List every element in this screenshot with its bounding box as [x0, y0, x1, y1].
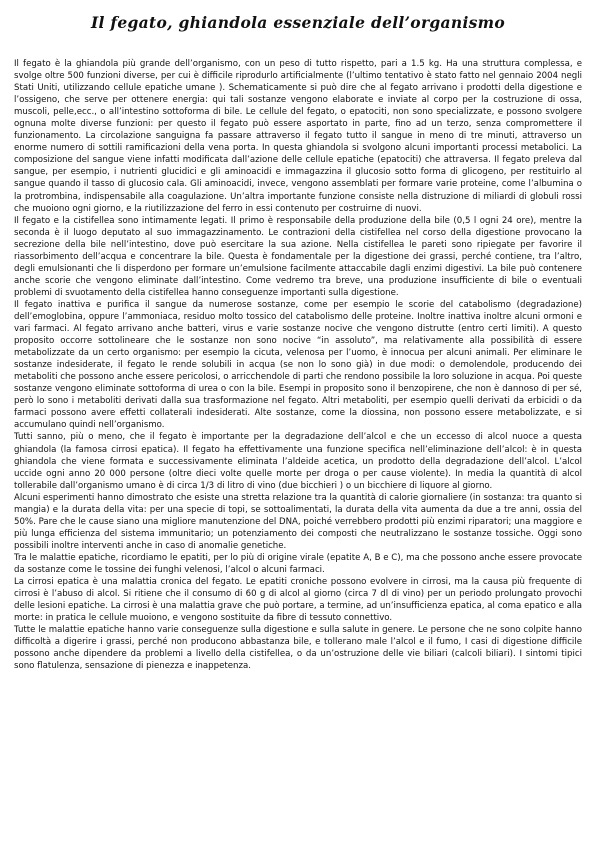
paragraph-gallbladder: Il fegato e la cistifellea sono intimamente legati. Il primo è responsabile della produzione della bile (0,5 l ogni 24 ore), mentre la seconda è il luogo deputato al suo immagazzinamento. Le contrazioni della cistifellea nel corso della digestione provocano la secrezione della bile nell’intestino, dove può esercitare la sua azione. Nella cistifellea le pareti sono ripiegate per favorire il riassorbimento dell’acqua e concentrare la bile. Questa è fondamentale per la digestione dei grassi, perché contiene, tra l’altro, degli emulsionanti che li disperdono per formare un’emulsione facilmente attaccabile dagli enzimi digestivi. La bile può contenere anche scorie che vengono eliminate dall’intestino. Come vedremo tra breve, una produzione insufficiente di bile o eventuali problemi di svuotamento della cistifellea hanno conseguenze importanti sulla digestione.: [14, 215, 582, 298]
paragraph-cirrhosis: La cirrosi epatica è una malattia cronica del fegato. Le epatiti croniche possono evolvere in cirrosi, ma la causa più frequente di cirrosi è l’abuso di alcol. Si ritiene che il consumo di 60 g di alcol al giorno (circa 7 dl di vino) per un periodo prolungato provochi delle lesioni epatiche. La cirrosi è una malattia grave che può portare, a termine, ad un’insufficienza epatica, al coma epatico e alla morte: in pratica le cellule muoiono, e vengono sostituite da fibre di tessuto connettivo.: [14, 577, 582, 624]
paragraph-liver-overview: Il fegato è la ghiandola più grande dell’organismo, con un peso di tutto rispetto, pari a 1.5 kg. Ha una struttura complessa, e svolge oltre 500 funzioni diverse, per cui è difficile riprodurlo artificialmente (l’ultimo tentativo è stato fatto nel gennaio 2004 negli Stati Uniti, utilizzando cellule epatiche umane ). Schematicamente si può dire che al fegato arrivano i prodotti della digestione e l’ossigeno, che serve per ottenere energia: qui tali sostanze vengono elaborate e inviate al corpo per la costruzione di ossa, muscoli, pelle,ecc., o all’intestino sottoforma di bile. Le cellule del fegato, o epatociti, non sono specializzate, e possono svolgere ognuna molte diverse funzioni: per questo il fegato può essere asportato in parte, fino ad un terzo, senza compromettere il funzionamento. La circolazione sanguigna fa passare attraverso il fegato tutto il sangue in meno di tre minuti, attraverso un enorme numero di sottili ramificazioni della vena porta. In questa ghiandola si svolgono alcuni importanti processi metabolici. La composizione del sangue viene infatti modificata dall’azione delle cellule epatiche (epatociti) che attraversa. Il fegato preleva dal sangue, per esempio, i nutrienti glucidici e gli aminoacidi e immagazzina il glucosio sotto forma di glicogeno, per restituirlo al sangue quando il tasso di glucosio cala. Gli aminoacidi, invece, vengono assemblati per formare varie proteine, come l’albumina o la protrombina, indispensabile alla coagulazione. Un’altra importante funzione consiste nella distruzione di miliardi di globuli rossi che muoiono ogni giorno, e la riutilizzazione del ferro in essi contenuto per costruirne di nuovi.: [14, 59, 582, 214]
paragraph-alcohol: Tutti sanno, più o meno, che il fegato è importante per la degradazione dell’alcol e che un eccesso di alcol nuoce a questa ghiandola (la famosa cirrosi epatica). Il fegato ha effettivamente una funzione specifica nell’eliminazione dell’alcol: è in questa ghiandola che viene formata e successivamente eliminata l’aldeide acetica, un prodotto della degradazione dell’alcol. L’alcol uccide ogni anno 20 000 persone (oltre dieci volte quelle morte per droga o per cause violente). In media la quantità di alcol tollerabile dall’organismo umano è di circa 1/3 di litro di vino (due bicchieri ) o un bicchiere di liquore al giorno.: [14, 432, 582, 491]
paragraph-consequences: Tutte le malattie epatiche hanno varie conseguenze sulla digestione e sulla salute in genere. Le persone che ne sono colpite hanno difficoltà a digerire i grassi, perché non producono abbastanza bile, e tollerano male l’alcol e il fumo, I casi di digestione difficile possono anche dipendere da problemi a livello della cistifellea, o da un’ostruzione delle vie biliari (calcoli biliari). I sintomi tipici sono flatulenza, sensazione di pienezza e inappetenza.: [14, 625, 582, 672]
paragraph-hepatitis: Tra le malattie epatiche, ricordiamo le epatiti, per lo più di origine virale (epatite A, B e C), ma che possono anche essere provocate da sostanze come le tossine dei funghi velenosi, l’alcol o alcuni farmaci.: [14, 552, 582, 575]
document-title: Il fegato, ghiandola essenziale dell’organismo: [90, 13, 506, 32]
document-body: [14, 58, 582, 672]
paragraph-calories-lifespan: Alcuni esperimenti hanno dimostrato che esiste una stretta relazione tra la quantità di calorie giornaliere (in sostanza: tra quanto si mangia) e la durata della vita: per una specie di topi, se sottoalimentati, la durata della vita aumenta da due a tre anni, ossia del 50%. Pare che le cause siano una migliore manutenzione del DNA, poiché verrebbero prodotti più enzimi riparatori; una maggiore e più lunga efficienza del sistema immunitario; un potenziamento dei composti che neutralizzano le sostanze tossiche. Oggi sono possibili inoltre interventi anche in caso di anomalie genetiche.: [14, 492, 582, 551]
paragraph-detoxification: Il fegato inattiva e purifica il sangue da numerose sostanze, come per esempio le scorie del catabolismo (degradazione) dell’emoglobina, oppure l’ammoniaca, residuo molto tossico del catabolismo delle proteine. Inoltre inattiva inoltre alcuni ormoni e vari farmaci. Al fegato arrivano anche batteri, virus e varie sostanze nocive che vengono distrutte (entro certi limiti). A questo proposito occorre sottolineare che le sostanze non sono nocive “in assoluto”, ma relativamente alla possibilità di essere metabolizzate da un certo organismo: per esempio la cicuta, velenosa per l’uomo, è innocua per alcuni animali. Per eliminare le sostanze indesiderate, il fegato le rende solubili in acqua (se non lo sono già) in due modi: o demolendole, producendo dei metaboliti che possono anche essere pericolosi, o arricchendole di parti che rendono possibile la loro soluzione in acqua. Poi queste sostanze vengono eliminate sottoforma di urea o con la bile. Esempi in proposito sono il benzopirene, che non è dannoso di per sé, però lo sono i metaboliti derivati dalla sua trasformazione nel fegato. Altri metaboliti, per esempio quelli derivati da erbicidi o da farmaci possono avere effetti collaterali indesiderati. Alte sostanze, come la diossina, non possono essere metabolizzate, e si accumulano quindi nell’organismo.: [14, 299, 582, 431]
